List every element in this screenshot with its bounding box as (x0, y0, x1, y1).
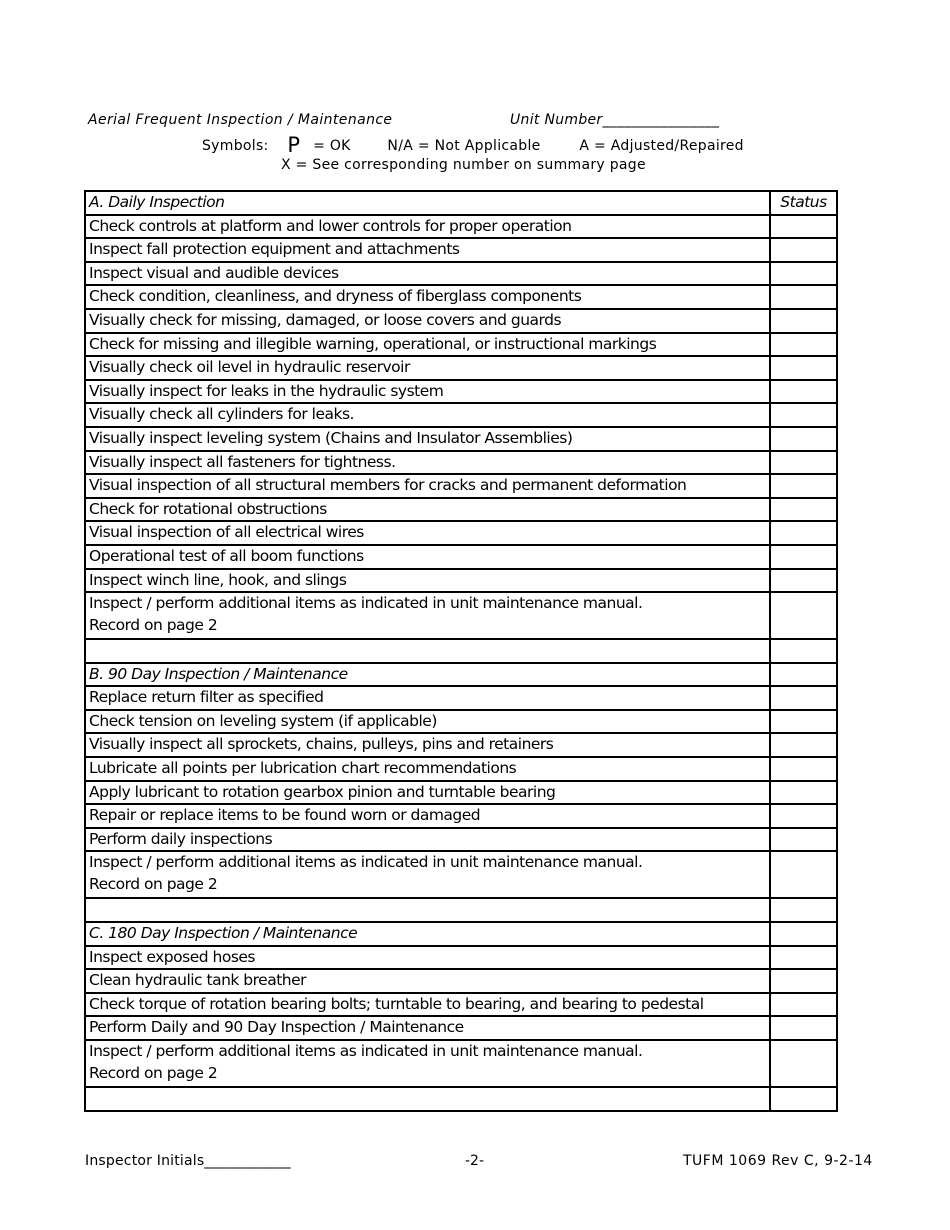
status-cell[interactable] (770, 309, 837, 333)
status-cell[interactable] (770, 781, 837, 805)
symbols-legend (202, 133, 744, 157)
item-text: Check controls at platform and lower controls for proper operation (85, 215, 770, 239)
page-number: -2- (465, 1153, 485, 1169)
symbols-label: Symbols: (202, 138, 269, 154)
status-cell[interactable] (770, 380, 837, 404)
table-row (85, 969, 837, 993)
item-text: Visually check all cylinders for leaks. (85, 403, 770, 427)
status-cell[interactable] (770, 946, 837, 970)
blank-cell (85, 898, 770, 922)
table-row (85, 710, 837, 734)
table-row (85, 1016, 837, 1040)
additional-line-2: Record on page 2 (89, 875, 218, 894)
table-row (85, 403, 837, 427)
symbol-x-label: X = See corresponding number on summary page (281, 157, 646, 173)
table-row (85, 427, 837, 451)
symbol-a-label: A = Adjusted/Repaired (579, 138, 744, 154)
table-row (85, 215, 837, 239)
table-row (85, 451, 837, 475)
table-row (85, 757, 837, 781)
section-a-additional-item (85, 592, 770, 639)
status-cell[interactable] (770, 993, 837, 1017)
form-title: Aerial Frequent Inspection / Maintenance (88, 112, 393, 128)
symbol-p: P (287, 133, 301, 157)
additional-line-1: Inspect / perform additional items as indicated in unit maintenance manual. (89, 853, 643, 872)
status-cell[interactable] (770, 521, 837, 545)
status-cell[interactable] (770, 1087, 837, 1111)
section-b-header (85, 663, 837, 687)
status-cell[interactable] (770, 592, 837, 639)
additional-line-2: Record on page 2 (89, 1063, 218, 1082)
status-cell[interactable] (770, 733, 837, 757)
item-text: Visually inspect all fasteners for tightness. (85, 451, 770, 475)
status-cell[interactable] (770, 710, 837, 734)
item-text: Visually check oil level in hydraulic reservoir (85, 356, 770, 380)
status-cell[interactable] (770, 545, 837, 569)
section-c-title: C. 180 Day Inspection / Maintenance (85, 922, 770, 946)
status-cell[interactable] (770, 569, 837, 593)
inspection-table (84, 190, 838, 1112)
form-id: TUFM 1069 Rev C, 9-2-14 (683, 1153, 873, 1169)
item-text: Check condition, cleanliness, and dryness of fiberglass components (85, 285, 770, 309)
section-c-header (85, 922, 837, 946)
status-cell[interactable] (770, 686, 837, 710)
section-b-title: B. 90 Day Inspection / Maintenance (85, 663, 770, 687)
table-row (85, 781, 837, 805)
item-text: Check tension on leveling system (if applicable) (85, 710, 770, 734)
table-row (85, 309, 837, 333)
table-row (85, 851, 837, 898)
status-cell[interactable] (770, 969, 837, 993)
section-b-additional-item (85, 851, 770, 898)
table-row (85, 545, 837, 569)
section-c-items (85, 946, 837, 1040)
status-cell[interactable] (770, 1040, 837, 1087)
status-cell[interactable] (770, 262, 837, 286)
item-text: Inspect visual and audible devices (85, 262, 770, 286)
table-row (85, 686, 837, 710)
table-row (85, 1040, 837, 1087)
status-cell[interactable] (770, 639, 837, 663)
symbol-ok-label: = OK (313, 138, 351, 154)
status-cell[interactable] (770, 804, 837, 828)
table-row (85, 285, 837, 309)
status-cell[interactable] (770, 356, 837, 380)
status-cell[interactable] (770, 757, 837, 781)
section-c-additional-item (85, 1040, 770, 1087)
table-row (85, 592, 837, 639)
status-cell[interactable] (770, 451, 837, 475)
item-text: Visual inspection of all electrical wires (85, 521, 770, 545)
table-row (85, 569, 837, 593)
status-column-header: Status (770, 191, 837, 215)
item-text: Visually inspect all sprockets, chains, pulleys, pins and retainers (85, 733, 770, 757)
blank-row (85, 639, 837, 663)
table-row (85, 993, 837, 1017)
blank-row (85, 898, 837, 922)
blank-cell (85, 639, 770, 663)
item-text: Apply lubricant to rotation gearbox pinion and turntable bearing (85, 781, 770, 805)
item-text: Inspect fall protection equipment and attachments (85, 238, 770, 262)
section-a-title: A. Daily Inspection (85, 191, 770, 215)
status-cell[interactable] (770, 922, 837, 946)
status-cell[interactable] (770, 215, 837, 239)
status-cell[interactable] (770, 851, 837, 898)
status-cell[interactable] (770, 333, 837, 357)
section-b-items (85, 686, 837, 851)
table-row (85, 498, 837, 522)
table-row (85, 262, 837, 286)
blank-cell (85, 1087, 770, 1111)
table-row (85, 333, 837, 357)
status-cell[interactable] (770, 663, 837, 687)
section-a-header (85, 191, 837, 215)
status-cell[interactable] (770, 898, 837, 922)
item-text: Perform daily inspections (85, 828, 770, 852)
item-text: Repair or replace items to be found worn or damaged (85, 804, 770, 828)
inspector-initials-field[interactable]: Inspector Initials____________ (85, 1153, 291, 1169)
table-row (85, 238, 837, 262)
table-row (85, 380, 837, 404)
item-text: Operational test of all boom functions (85, 545, 770, 569)
unit-number-field[interactable]: Unit Number________________ (510, 112, 720, 128)
table-row (85, 946, 837, 970)
status-cell[interactable] (770, 1016, 837, 1040)
status-cell[interactable] (770, 403, 837, 427)
table-row (85, 521, 837, 545)
item-text: Replace return filter as specified (85, 686, 770, 710)
item-text: Lubricate all points per lubrication chart recommendations (85, 757, 770, 781)
item-text: Inspect winch line, hook, and slings (85, 569, 770, 593)
status-cell[interactable] (770, 238, 837, 262)
additional-line-1: Inspect / perform additional items as indicated in unit maintenance manual. (89, 594, 643, 613)
additional-line-1: Inspect / perform additional items as indicated in unit maintenance manual. (89, 1042, 643, 1060)
status-cell[interactable] (770, 498, 837, 522)
item-text: Clean hydraulic tank breather (85, 969, 770, 993)
status-cell[interactable] (770, 427, 837, 451)
table-row (85, 356, 837, 380)
item-text: Perform Daily and 90 Day Inspection / Maintenance (85, 1016, 770, 1040)
status-cell[interactable] (770, 828, 837, 852)
additional-line-2: Record on page 2 (89, 615, 218, 634)
table-row (85, 733, 837, 757)
item-text: Check for rotational obstructions (85, 498, 770, 522)
status-cell[interactable] (770, 474, 837, 498)
symbol-na-label: N/A = Not Applicable (387, 138, 541, 154)
item-text: Visually inspect for leaks in the hydraulic system (85, 380, 770, 404)
item-text: Check torque of rotation bearing bolts; turntable to bearing, and bearing to pedestal (85, 993, 770, 1017)
blank-row (85, 1087, 837, 1111)
table-row (85, 828, 837, 852)
item-text: Inspect exposed hoses (85, 946, 770, 970)
table-row (85, 474, 837, 498)
item-text: Visually check for missing, damaged, or loose covers and guards (85, 309, 770, 333)
table-row (85, 804, 837, 828)
item-text: Visually inspect leveling system (Chains and Insulator Assemblies) (85, 427, 770, 451)
item-text: Visual inspection of all structural members for cracks and permanent deformation (85, 474, 770, 498)
status-cell[interactable] (770, 285, 837, 309)
section-a-items (85, 215, 837, 593)
item-text: Check for missing and illegible warning, operational, or instructional markings (85, 333, 770, 357)
